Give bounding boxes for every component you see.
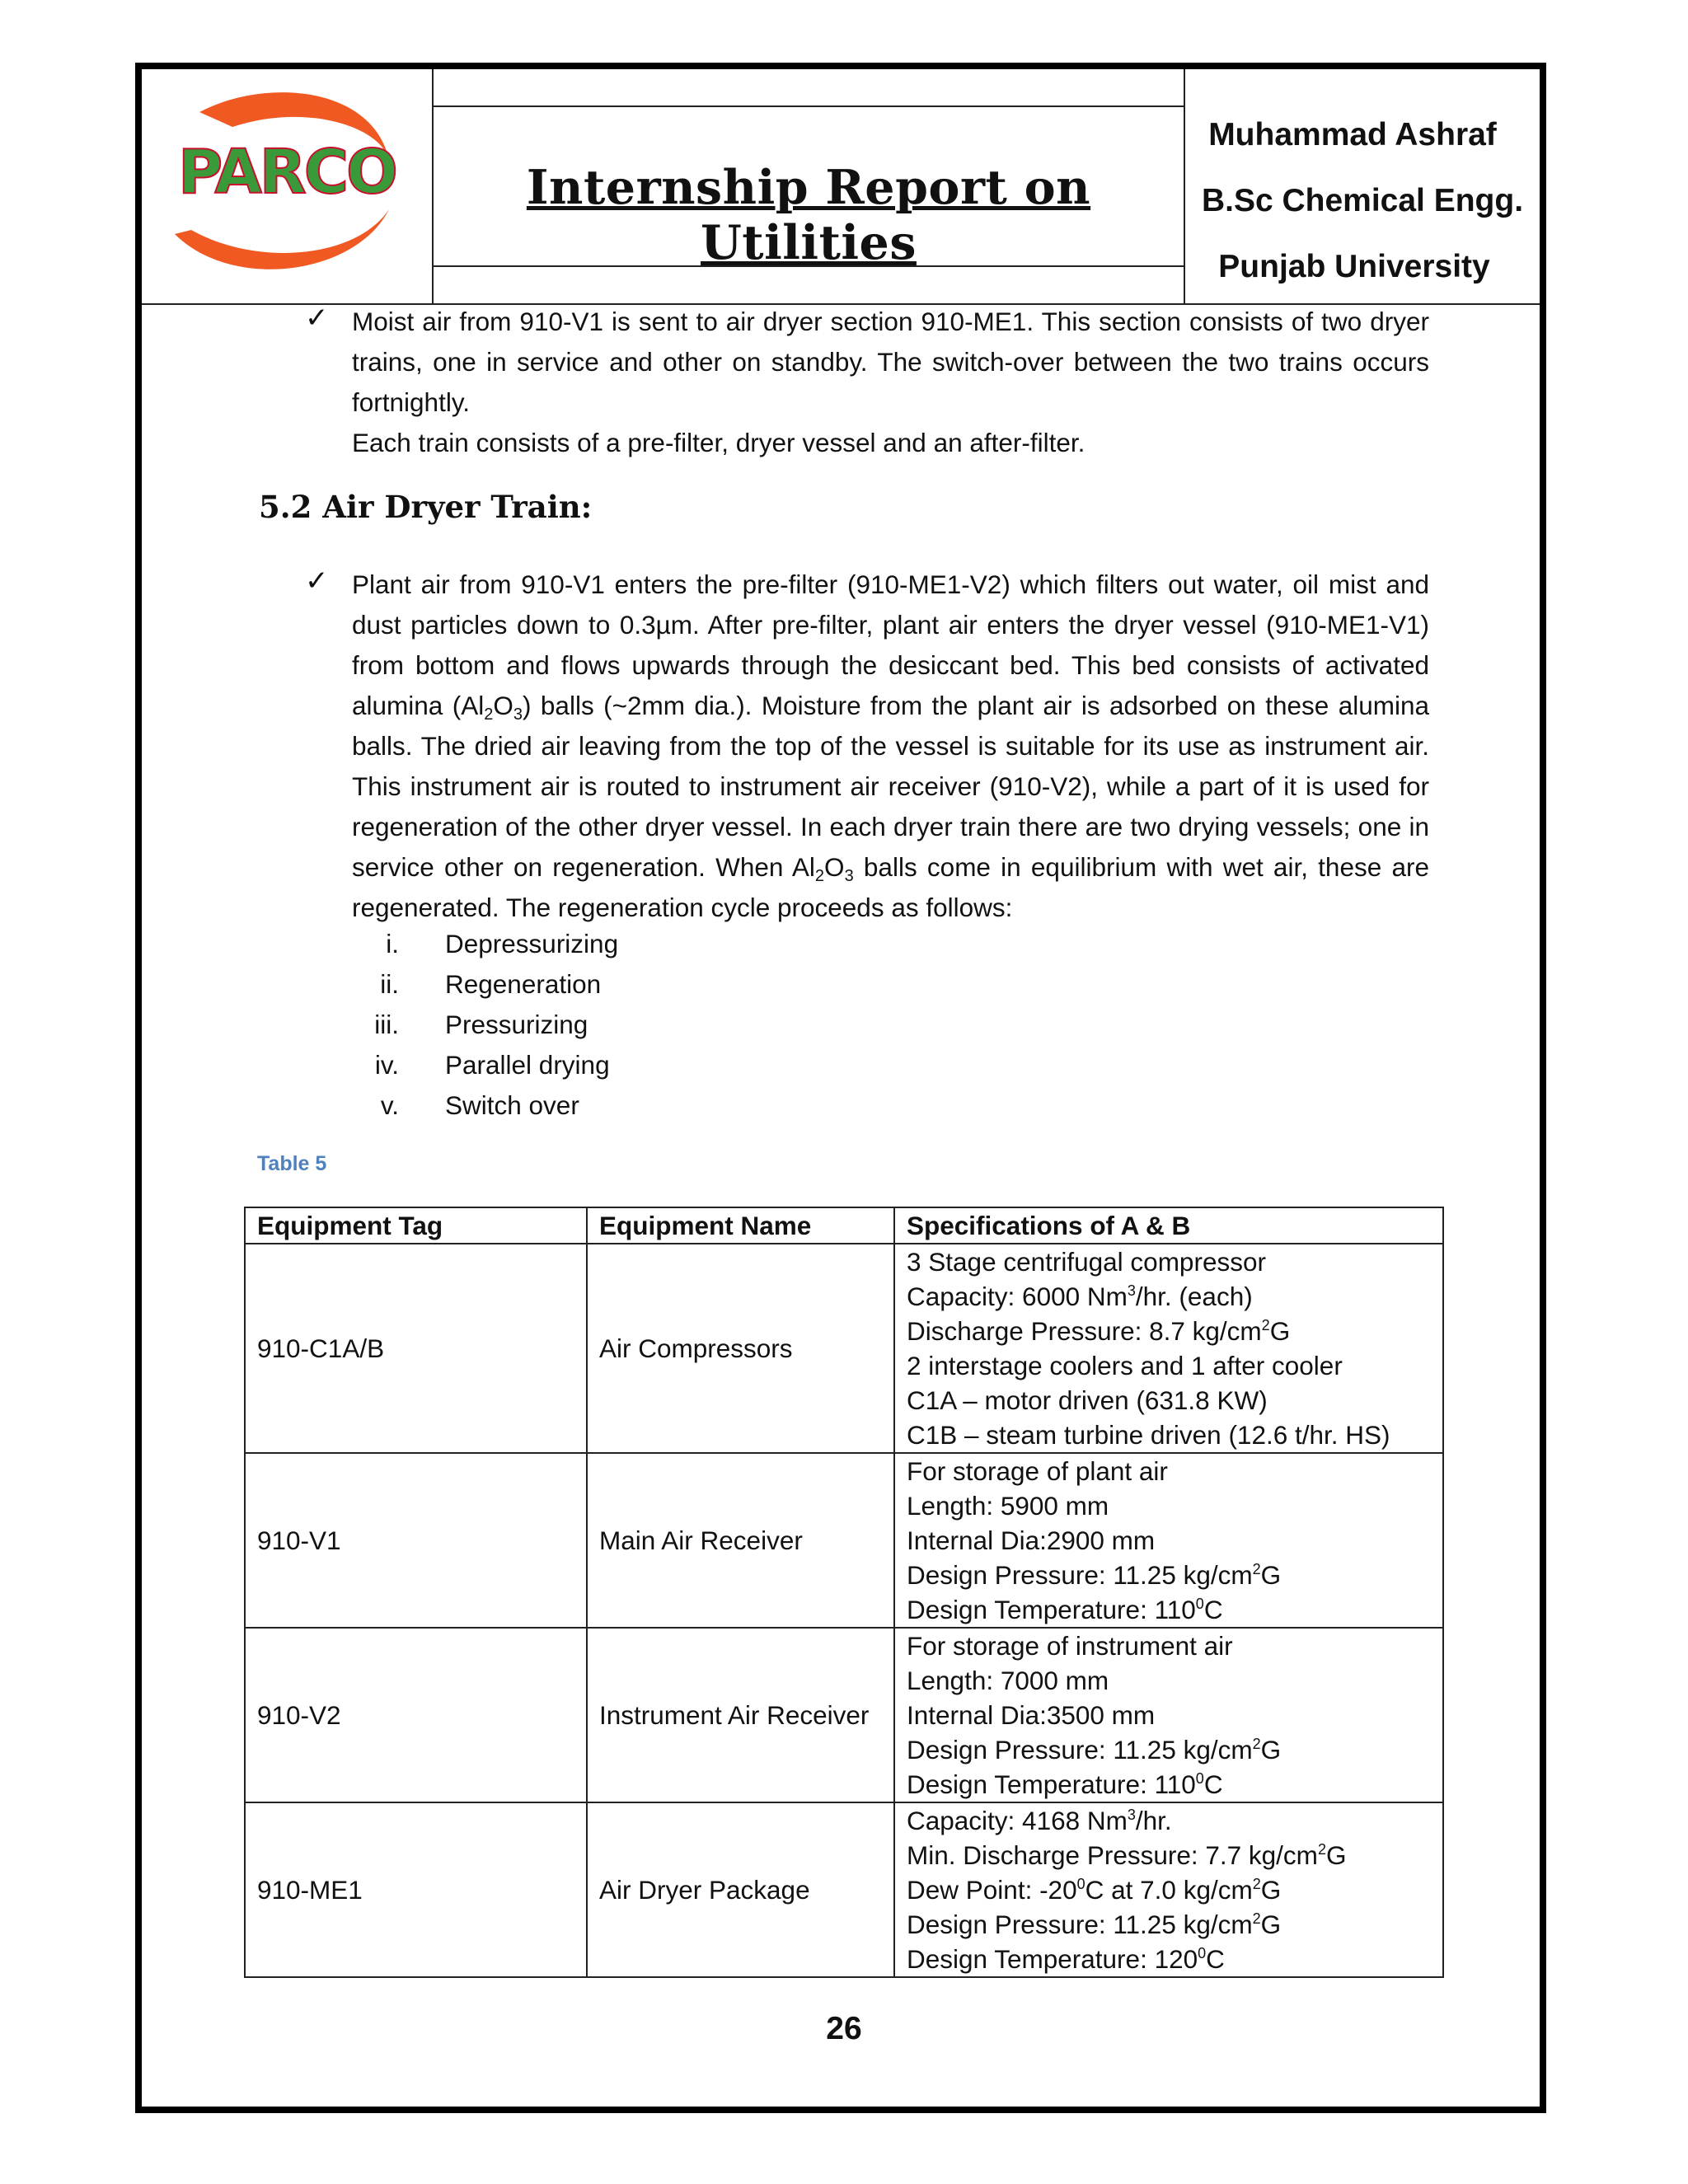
list-number: ii. bbox=[380, 969, 399, 999]
equipment-table bbox=[244, 1207, 1444, 1978]
list-number: i. bbox=[386, 929, 399, 958]
spec-line: Design Temperature: $120^0C$ bbox=[907, 1944, 1225, 1974]
table-row bbox=[245, 1453, 1443, 1628]
spec-line: 2 interstage coolers and 1 after cooler bbox=[907, 1351, 1343, 1380]
logo-text: PARCO bbox=[178, 137, 396, 208]
equipment-name: Air Dryer Package bbox=[587, 1802, 894, 1977]
title-rule-top bbox=[434, 105, 1184, 107]
equipment-tag: 910-V2 bbox=[245, 1628, 587, 1802]
para-text: Plant air from 910-V1 enters the pre-filter (910-ME1-V2) which filters out water, oil mist and dust particles down to 0.3µm. After pre-filter, plant air enters the dryer vessel (910-ME1-V1) from bottom and flows upwards through the desiccant bed. This bed consists of activated alumina (Al bbox=[352, 569, 1429, 720]
equipment-specs bbox=[894, 1453, 1443, 1628]
spec-line: Design Pressure: 11.25 $kg/cm^2G$ bbox=[907, 1735, 1282, 1765]
spec-line: Length: 5900 mm bbox=[907, 1491, 1109, 1521]
table-row bbox=[245, 1628, 1443, 1802]
spec-line: Design Pressure: 11.25 $kg/cm^2G$ bbox=[907, 1910, 1282, 1939]
para-text: O bbox=[493, 691, 513, 720]
list-text: Depressurizing bbox=[445, 929, 619, 958]
equipment-name: Main Air Receiver bbox=[587, 1453, 894, 1628]
list-text: Pressurizing bbox=[445, 1010, 588, 1039]
table-row bbox=[245, 1802, 1443, 1977]
title-cell bbox=[434, 69, 1185, 303]
spec-line: Min. Discharge Pressure: 7.7 $kg/cm^2G$ bbox=[907, 1840, 1347, 1870]
spec-line: 3 Stage centrifugal compressor bbox=[907, 1247, 1266, 1277]
para-text: balls come in equilibrium with wet air, these are regenerated. The regeneration cycle proceeds as follows: bbox=[352, 852, 1429, 922]
checkmark-icon: ✓ bbox=[305, 302, 329, 334]
subscript: 2 bbox=[484, 705, 494, 724]
equipment-specs bbox=[894, 1244, 1443, 1453]
list-number: v. bbox=[380, 1090, 399, 1120]
spec-line: Length: 7000 mm bbox=[907, 1666, 1109, 1695]
table-row bbox=[245, 1244, 1443, 1453]
list-number: iv. bbox=[374, 1050, 399, 1080]
equipment-tag: 910-C1A/B bbox=[245, 1244, 587, 1453]
section-heading: 5.2 Air Dryer Train: bbox=[259, 489, 593, 525]
column-header: Equipment Tag bbox=[245, 1207, 587, 1244]
author-cell bbox=[1185, 69, 1540, 303]
dryer-train-paragraph bbox=[352, 565, 1429, 928]
spec-line: Capacity: 6000 Nm$^3$/hr. (each) bbox=[907, 1282, 1253, 1311]
checkmark-icon: ✓ bbox=[305, 565, 329, 597]
table-header-row bbox=[245, 1207, 1443, 1244]
spec-line: For storage of instrument air bbox=[907, 1631, 1233, 1661]
subscript: 3 bbox=[844, 867, 854, 885]
column-header: Equipment Name bbox=[587, 1207, 894, 1244]
equipment-name: Air Compressors bbox=[587, 1244, 894, 1453]
spec-line: C1B – steam turbine driven (12.6 t/hr. HS) bbox=[907, 1420, 1390, 1450]
report-header bbox=[142, 69, 1540, 305]
spec-line: Capacity: 4168 Nm$^3$/hr. bbox=[907, 1806, 1172, 1835]
spec-line: Design Temperature: $110^0C$ bbox=[907, 1769, 1223, 1799]
title-rule-bottom bbox=[434, 265, 1184, 267]
author-university: Punjab University bbox=[1218, 249, 1490, 284]
subscript: 3 bbox=[513, 705, 523, 724]
para-text: O bbox=[824, 852, 845, 882]
subscript: 2 bbox=[814, 867, 825, 885]
spec-line: Dew Point: $-20^0C$ at 7.0 $kg/cm^2G$ bbox=[907, 1875, 1282, 1905]
parco-logo bbox=[142, 69, 432, 303]
author-degree: B.Sc Chemical Engg. bbox=[1201, 183, 1524, 218]
author-name: Muhammad Ashraf bbox=[1208, 117, 1497, 152]
spec-line: C1A – motor driven (631.8 KW) bbox=[907, 1385, 1268, 1415]
page-number: 26 bbox=[826, 2011, 862, 2046]
report-title: Internship Report on Utilities bbox=[526, 160, 1091, 270]
equipment-specs bbox=[894, 1802, 1443, 1977]
equipment-tag: 910-ME1 bbox=[245, 1802, 587, 1977]
table-caption: Table 5 bbox=[257, 1152, 327, 1175]
equipment-tag: 910-V1 bbox=[245, 1453, 587, 1628]
intro-paragraph: Moist air from 910-V1 is sent to air dryer section 910-ME1. This section consists of two dryer trains, one in service and other on standby. The switch-over between the two trains occurs fortnightly. bbox=[352, 307, 1429, 417]
logo-cell bbox=[142, 69, 434, 303]
equipment-specs bbox=[894, 1628, 1443, 1802]
list-number: iii. bbox=[374, 1010, 399, 1039]
column-header: Specifications of A & B bbox=[894, 1207, 1443, 1244]
spec-line: Discharge Pressure: 8.7 $kg/cm^2G$ bbox=[907, 1316, 1291, 1346]
para-text: ) balls (~2mm dia.). Moisture from the plant air is adsorbed on these alumina balls. The dried air leaving from the top of the vessel is suitable for its use as instrument air. This instrument air is routed to instrument air receiver (910-V2), while a part of it is used for regeneration of the other dryer vessel. In each dryer train there are two drying vessels; one in service other on regeneration. When Al bbox=[352, 691, 1430, 882]
list-text: Switch over bbox=[445, 1090, 579, 1120]
train-composition-text: Each train consists of a pre-filter, dryer vessel and an after-filter. bbox=[352, 428, 1085, 457]
spec-line: Internal Dia:2900 mm bbox=[907, 1526, 1156, 1555]
spec-line: Internal Dia:3500 mm bbox=[907, 1700, 1156, 1730]
equipment-name: Instrument Air Receiver bbox=[587, 1628, 894, 1802]
list-text: Parallel drying bbox=[445, 1050, 610, 1080]
spec-line: Design Temperature: $110^0C$ bbox=[907, 1595, 1223, 1624]
spec-line: For storage of plant air bbox=[907, 1456, 1168, 1486]
spec-line: Design Pressure: 11.25 $kg/cm^2G$ bbox=[907, 1560, 1282, 1590]
list-text: Regeneration bbox=[445, 969, 602, 999]
